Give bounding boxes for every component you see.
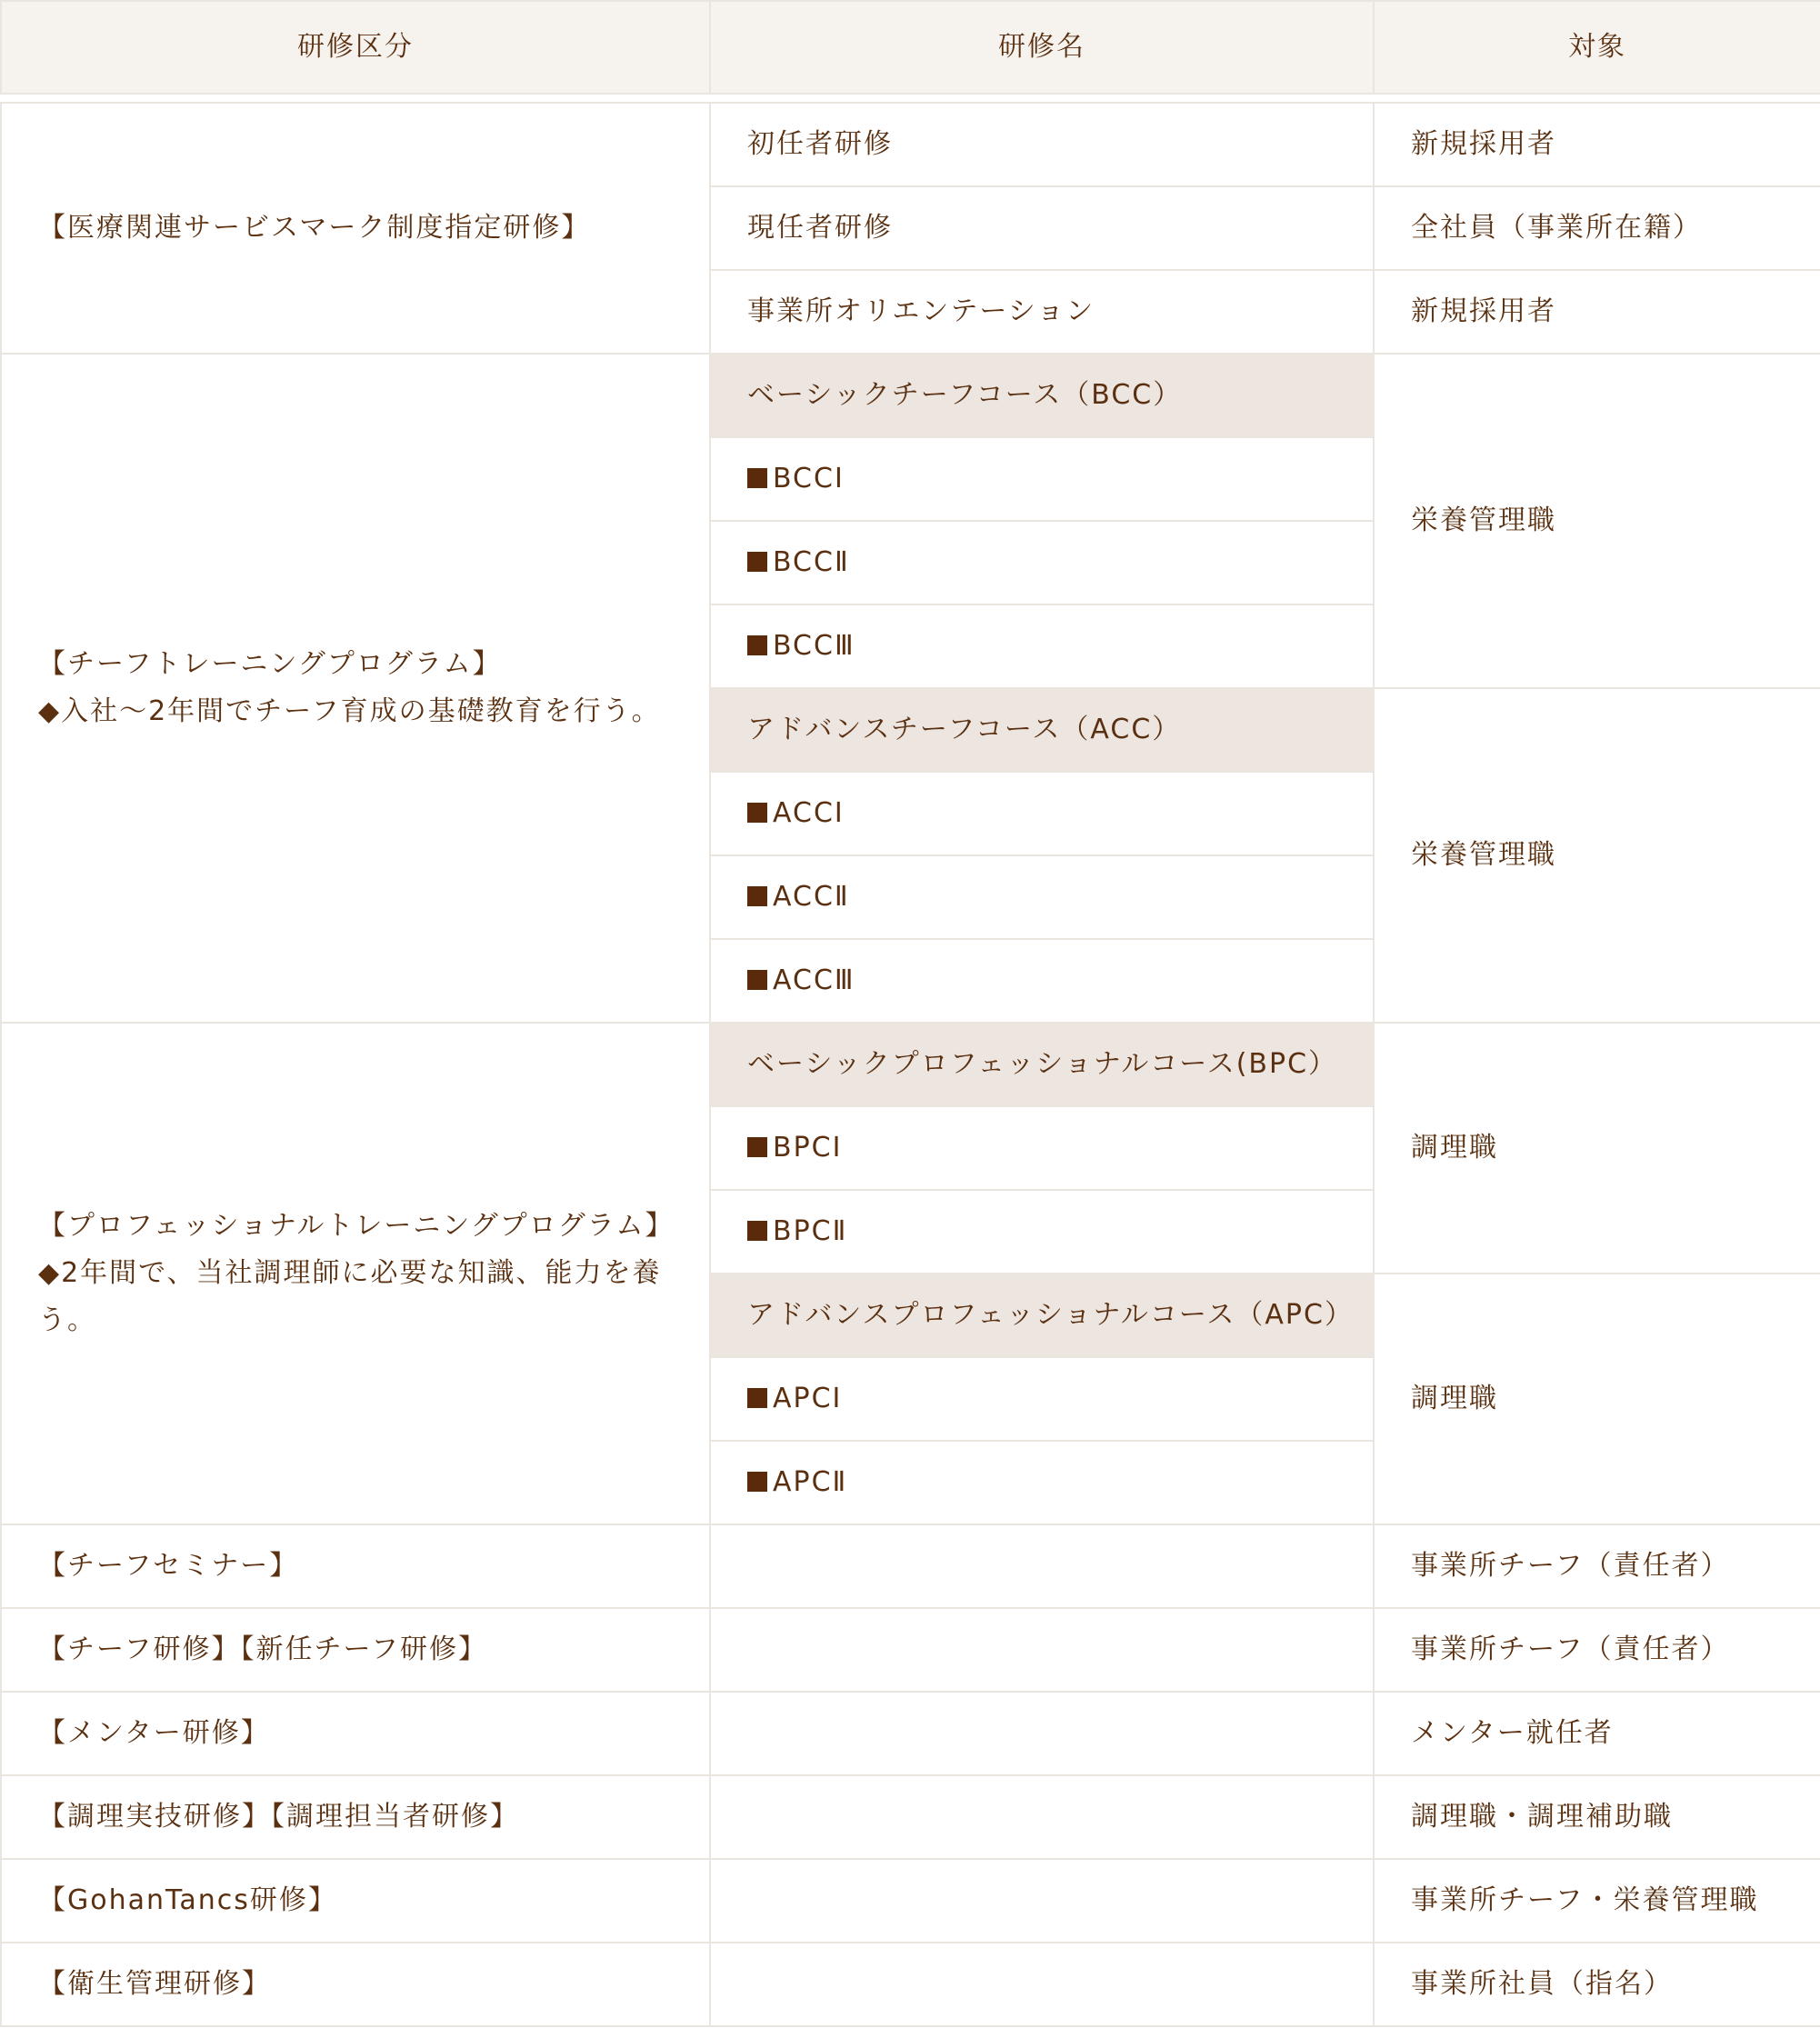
course-item-label: ACCⅢ: [773, 964, 855, 996]
header-training-name: 研修名: [710, 1, 1374, 94]
header-category: 研修区分: [1, 1, 710, 94]
course-title-cell: ベーシックチーフコース（BCC）: [710, 354, 1374, 437]
category-cell: 【チーフセミナー】: [1, 1524, 710, 1608]
black-square-icon: [747, 803, 767, 823]
training-name-cell: [710, 1859, 1374, 1943]
table-row: [1, 1943, 1820, 2026]
course-item-cell: [710, 939, 1374, 1023]
course-title-cell: アドバンスチーフコース（ACC）: [710, 688, 1374, 772]
training-name-cell: [710, 1608, 1374, 1692]
course-title-cell: アドバンスプロフェッショナルコース（APC）: [710, 1274, 1374, 1357]
header-row: [1, 1, 1820, 94]
black-square-icon: [747, 886, 767, 906]
target-cell: 全社員（事業所在籍）: [1374, 186, 1820, 270]
header-target: 対象: [1374, 1, 1820, 94]
target-cell: メンター就任者: [1374, 1692, 1820, 1775]
target-cell: 新規採用者: [1374, 103, 1820, 186]
category-cell: 【GohanTancs研修】: [1, 1859, 710, 1943]
training-table: [0, 102, 1820, 2027]
target-cell: 栄養管理職: [1374, 688, 1820, 1023]
training-name-cell: [710, 1943, 1374, 2026]
category-cell: 【医療関連サービスマーク制度指定研修】: [1, 103, 710, 354]
table-row: [1, 1692, 1820, 1775]
course-item-cell: [710, 1106, 1374, 1190]
target-cell: 調理職: [1374, 1274, 1820, 1524]
black-square-icon: [747, 468, 767, 488]
course-item-label: APCⅡ: [773, 1466, 848, 1498]
table-row: [1, 354, 1820, 437]
course-item-cell: [710, 1357, 1374, 1441]
course-item-label: BCCⅠ: [773, 463, 845, 495]
training-name-cell: 初任者研修: [710, 103, 1374, 186]
target-cell: 新規採用者: [1374, 270, 1820, 354]
black-square-icon: [747, 1472, 767, 1492]
target-cell: 栄養管理職: [1374, 354, 1820, 688]
black-square-icon: [747, 1388, 767, 1408]
target-cell: 事業所チーフ（責任者）: [1374, 1608, 1820, 1692]
category-cell: 【メンター研修】: [1, 1692, 710, 1775]
course-item-label: BPCⅡ: [773, 1215, 848, 1247]
black-square-icon: [747, 635, 767, 655]
training-name-cell: [710, 1692, 1374, 1775]
training-name-cell: 現任者研修: [710, 186, 1374, 270]
category-cell: 【調理実技研修】【調理担当者研修】: [1, 1775, 710, 1859]
course-item-cell: [710, 772, 1374, 855]
course-item-label: BCCⅢ: [773, 630, 855, 662]
target-cell: 事業所社員（指名）: [1374, 1943, 1820, 2026]
table-row: [1, 1524, 1820, 1608]
target-cell: 調理職: [1374, 1023, 1820, 1274]
category-cell: 【衛生管理研修】: [1, 1943, 710, 2026]
target-cell: 調理職・調理補助職: [1374, 1775, 1820, 1859]
table-row: [1, 1775, 1820, 1859]
course-item-cell: [710, 1441, 1374, 1524]
black-square-icon: [747, 1221, 767, 1241]
table-row: [1, 103, 1820, 186]
course-item-label: ACCⅡ: [773, 881, 850, 913]
course-title-cell: ベーシックプロフェッショナルコース(BPC）: [710, 1023, 1374, 1106]
course-item-cell: [710, 521, 1374, 604]
table-header: [0, 0, 1820, 95]
course-item-cell: [710, 437, 1374, 521]
target-cell: 事業所チーフ・栄養管理職: [1374, 1859, 1820, 1943]
category-cell: 【チーフトレーニングプログラム】 ◆入社〜2年間でチーフ育成の基礎教育を行う。: [1, 354, 710, 1023]
category-cell: 【プロフェッショナルトレーニングプログラム】 ◆2年間で、当社調理師に必要な知識、能力を養う。: [1, 1023, 710, 1524]
black-square-icon: [747, 552, 767, 572]
table-row: [1, 1859, 1820, 1943]
target-cell: 事業所チーフ（責任者）: [1374, 1524, 1820, 1608]
course-item-cell: [710, 855, 1374, 939]
course-item-cell: [710, 604, 1374, 688]
course-item-label: BCCⅡ: [773, 546, 850, 578]
training-name-cell: 事業所オリエンテーション: [710, 270, 1374, 354]
black-square-icon: [747, 970, 767, 990]
training-name-cell: [710, 1775, 1374, 1859]
category-cell: 【チーフ研修】【新任チーフ研修】: [1, 1608, 710, 1692]
course-item-label: ACCⅠ: [773, 797, 845, 829]
table-row: [1, 1023, 1820, 1106]
table-row: [1, 1608, 1820, 1692]
black-square-icon: [747, 1137, 767, 1157]
course-item-label: BPCⅠ: [773, 1132, 843, 1164]
course-item-cell: [710, 1190, 1374, 1274]
training-name-cell: [710, 1524, 1374, 1608]
course-item-label: APCⅠ: [773, 1383, 843, 1414]
